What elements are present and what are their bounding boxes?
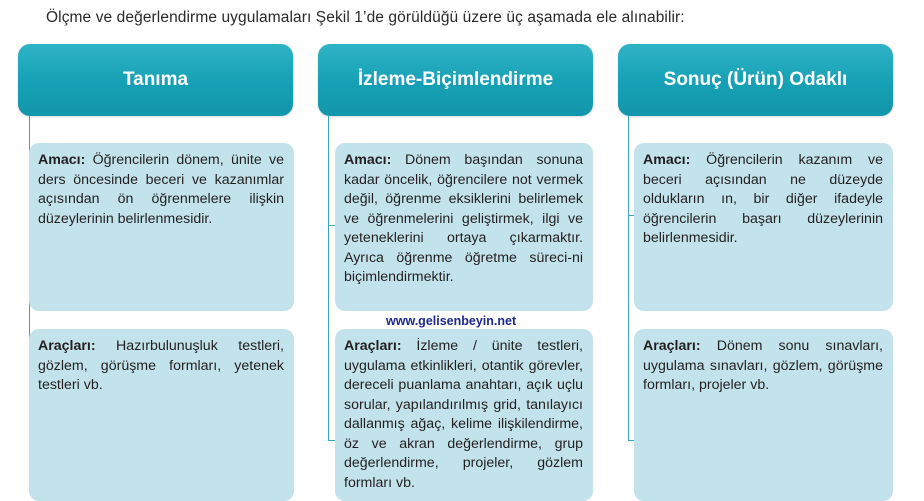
- purpose-text: Öğrencilerin kazanım ve beceri açısından ne düzeyde oldukların ın, bir diğer ifadeyle öğrencilerin başarı düzeylerinin belirlenmesidir.: [643, 152, 883, 246]
- purpose-text: Öğrencilerin dönem, ünite ve ders öncesinde beceri ve kazanımlar açısından ön öğrenmelere ilişkin düzeylerinin belirlenmesidir.: [38, 152, 284, 227]
- purpose-card: [29, 143, 294, 311]
- column-header: Tanıma: [18, 44, 293, 116]
- tools-text: Hazırbulunuşluk testleri, gözlem, görüşme formları, yetenek testleri vb.: [38, 338, 284, 393]
- purpose-label: Amacı:: [344, 152, 392, 168]
- purpose-label: Amacı:: [38, 152, 86, 168]
- tools-text: İzleme / ünite testleri, uygulama etkinlikleri, otantik görevler, dereceli puanlama anahtarı, açık uçlu sorular, yapılandırılmış grid, tanılayıcı dallanmış ağaç, kelime ilişkilendirme, öz ve akran değerlendirme, grup değerlendirme, projeler, gözlem formları vb.: [344, 338, 583, 491]
- purpose-text: Dönem başından sonuna kadar öncelik, öğrencilere not vermek değil, öğrenme eksiklerini belirlemek ve öğrenmelerini geliştirmek, ilgi ve yeteneklerini ortaya çıkarmaktır. Ayrıca öğrenme öğretme süreci-ni biçimlendirmektir.: [344, 152, 583, 285]
- watermark-link[interactable]: www.gelisenbeyin.net: [386, 314, 517, 328]
- column-header: İzleme-Biçimlendirme: [318, 44, 593, 116]
- purpose-label: Amacı:: [643, 152, 691, 168]
- tools-card: [634, 329, 893, 501]
- tools-card: [335, 329, 593, 501]
- intro-text: Ölçme ve değerlendirme uygulamaları Şekil 1’de görüldüğü üzere üç aşamada ele alınabilir:: [46, 9, 685, 26]
- tools-label: Araçları:: [38, 338, 96, 354]
- tools-label: Araçları:: [344, 338, 402, 354]
- tools-card: [29, 329, 294, 501]
- purpose-card: [335, 143, 593, 311]
- tools-text: Dönem sonu sınavları, uygulama sınavları, gözlem, görüşme formları, projeler vb.: [643, 338, 883, 393]
- tools-label: Araçları:: [643, 338, 701, 354]
- purpose-card: [634, 143, 893, 311]
- column-header: Sonuç (Ürün) Odaklı: [618, 44, 893, 116]
